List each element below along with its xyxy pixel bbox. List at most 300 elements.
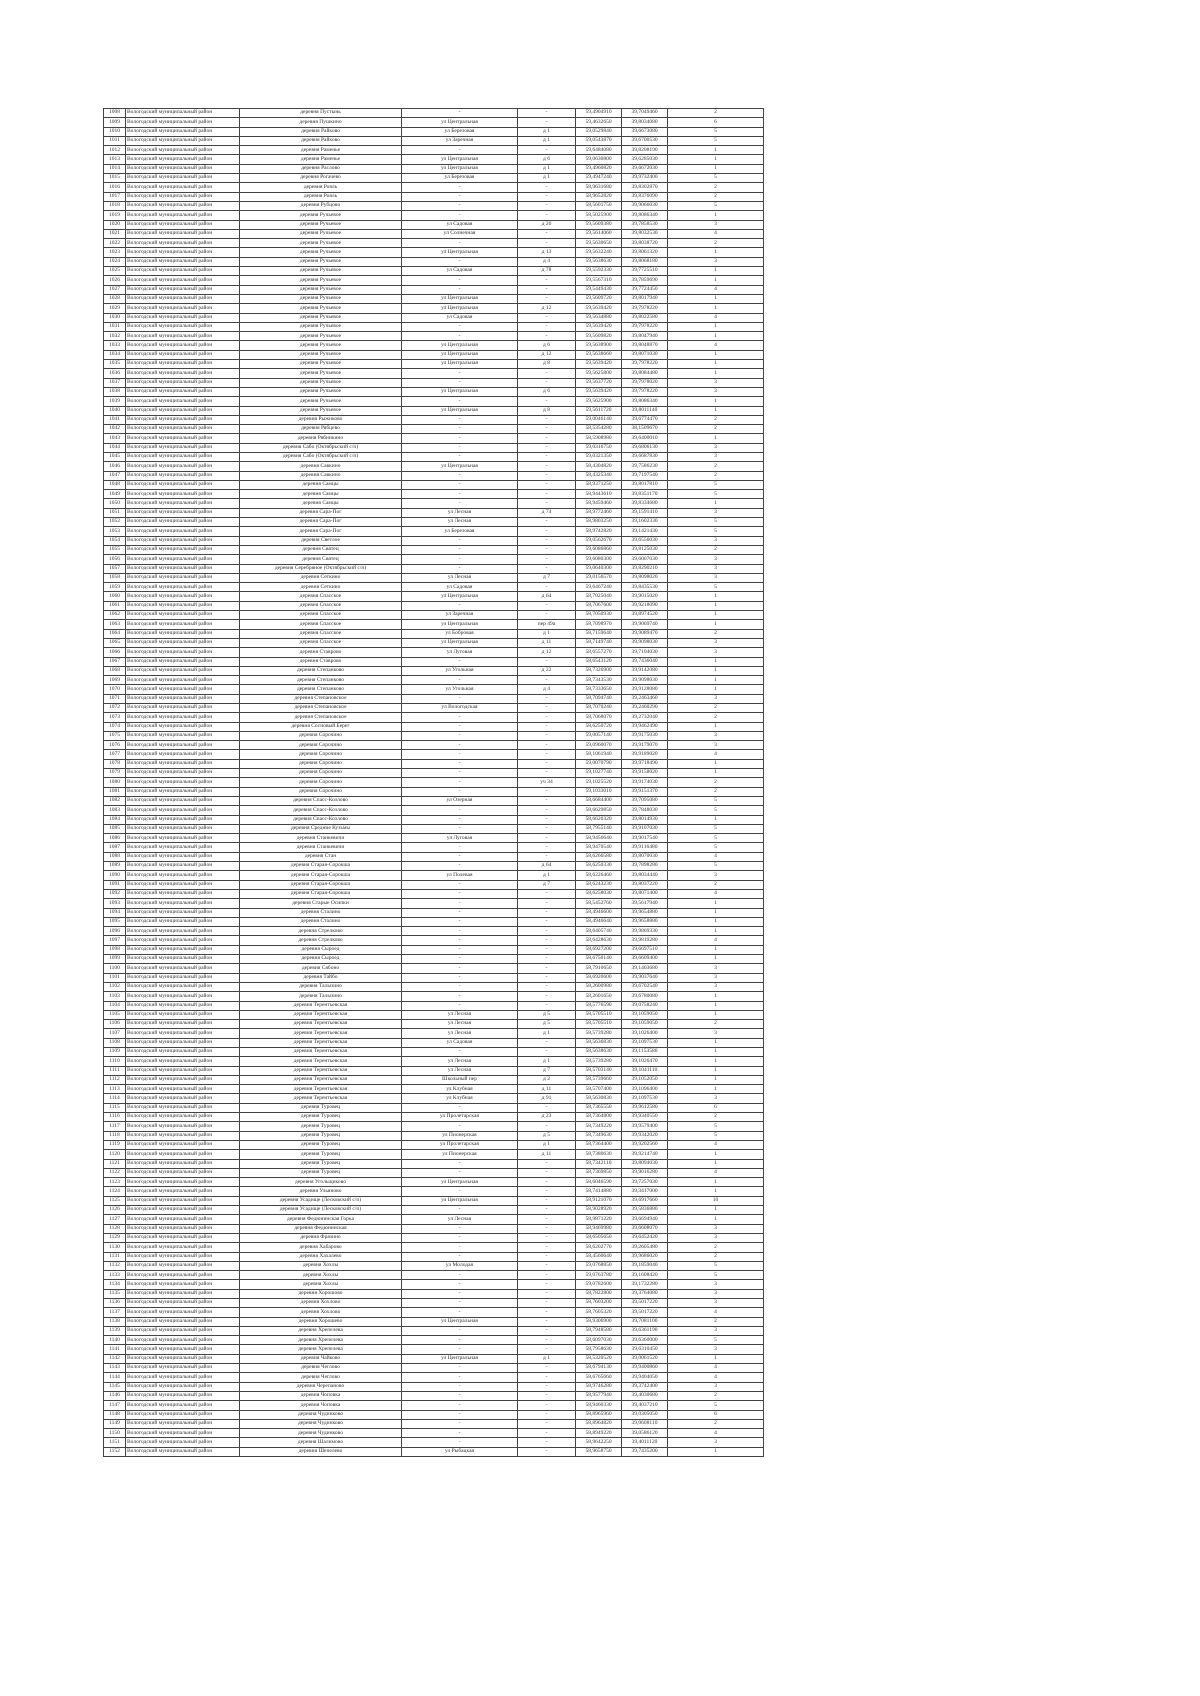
district-cell: Вологодский муниципальный район	[126, 518, 240, 527]
row-number: 1125	[104, 1196, 126, 1205]
count-cell: 3	[668, 1345, 764, 1354]
district-cell: Вологодский муниципальный район	[126, 694, 240, 703]
district-cell: Вологодский муниципальный район	[126, 341, 240, 350]
table-row	[104, 285, 764, 294]
count-cell: 4	[668, 852, 764, 861]
table-row	[104, 1150, 764, 1159]
house-cell: -	[518, 369, 576, 378]
longitude-cell: 39,6285030	[622, 155, 668, 164]
longitude-cell: 39,7436040	[622, 657, 668, 666]
settlement-cell: деревня Серебряное (Октябрьский с/п)	[240, 564, 402, 573]
street-cell: -	[402, 490, 518, 499]
longitude-cell: 39,0586120	[622, 1429, 668, 1438]
settlement-cell: деревня Чудинково	[240, 1429, 402, 1438]
latitude-cell: 58,7068070	[576, 713, 622, 722]
street-cell: ул Лесная	[402, 1010, 518, 1019]
table-row	[104, 741, 764, 750]
count-cell: 1	[668, 722, 764, 731]
longitude-cell: 39,6702540	[622, 982, 668, 991]
house-cell: д 8	[518, 406, 576, 415]
street-cell: ул Лесная	[402, 573, 518, 582]
row-number: 1109	[104, 1047, 126, 1056]
street-cell: ул Садовая	[402, 267, 518, 276]
count-cell: 1	[668, 1215, 764, 1224]
street-cell: -	[402, 1159, 518, 1168]
table-row	[104, 769, 764, 778]
row-number: 1108	[104, 1038, 126, 1047]
table-row	[104, 248, 764, 257]
count-cell: 3	[668, 1029, 764, 1038]
latitude-cell: 59,5609820	[576, 332, 622, 341]
street-cell: ул Лесная	[402, 1020, 518, 1029]
district-cell: Вологодский муниципальный район	[126, 1233, 240, 1242]
latitude-cell: 58,7098970	[576, 620, 622, 629]
count-cell: 5	[668, 1336, 764, 1345]
table-row	[104, 545, 764, 554]
latitude-cell: 58,7050930	[576, 611, 622, 620]
house-cell: -	[518, 1429, 576, 1438]
longitude-cell: 39,8068180	[622, 257, 668, 266]
table-row	[104, 1326, 764, 1335]
street-cell: -	[402, 239, 518, 248]
table-row	[104, 908, 764, 917]
house-cell: -	[518, 945, 576, 954]
house-cell: -	[518, 322, 576, 331]
count-cell: 5	[668, 201, 764, 210]
street-cell: -	[402, 257, 518, 266]
house-cell: -	[518, 750, 576, 759]
count-cell: 1	[668, 1159, 764, 1168]
count-cell: 4	[668, 229, 764, 238]
table-row	[104, 955, 764, 964]
table-row	[104, 508, 764, 517]
house-cell: д 78	[518, 267, 576, 276]
row-number: 1087	[104, 843, 126, 852]
row-number: 1104	[104, 1001, 126, 1010]
row-number: 1055	[104, 545, 126, 554]
table-row	[104, 341, 764, 350]
settlement-cell: деревня Райково	[240, 136, 402, 145]
count-cell: 5	[668, 834, 764, 843]
settlement-cell: деревня Чоповка	[240, 1401, 402, 1410]
settlement-cell: деревня Сосновый Берег	[240, 722, 402, 731]
settlement-cell: деревня Терентьевская	[240, 1029, 402, 1038]
latitude-cell: 58,9460330	[576, 1401, 622, 1410]
house-cell: -	[518, 490, 576, 499]
latitude-cell: 58,7414880	[576, 1187, 622, 1196]
longitude-cell: 39,8094030	[622, 1159, 668, 1168]
count-cell: 4	[668, 1373, 764, 1382]
count-cell: 1	[668, 1057, 764, 1066]
street-cell: -	[402, 601, 518, 610]
latitude-cell: 59,5634880	[576, 313, 622, 322]
row-number: 1136	[104, 1299, 126, 1308]
row-number: 1079	[104, 769, 126, 778]
settlement-cell: деревня Спасс-Козлово	[240, 796, 402, 805]
latitude-cell: 58,5601750	[576, 201, 622, 210]
longitude-cell: 39,4011120	[622, 1438, 668, 1447]
street-cell: ул Центральная	[402, 164, 518, 173]
table-row	[104, 992, 764, 1001]
house-cell: -	[518, 229, 576, 238]
house-cell: -	[518, 1382, 576, 1391]
row-number: 1049	[104, 490, 126, 499]
row-number: 1085	[104, 824, 126, 833]
row-number: 1119	[104, 1140, 126, 1149]
longitude-cell: 39,8061320	[622, 248, 668, 257]
row-number: 1130	[104, 1243, 126, 1252]
district-cell: Вологодский муниципальный район	[126, 415, 240, 424]
row-number: 1082	[104, 796, 126, 805]
settlement-cell: деревня Усадище (Лесковский с/п)	[240, 1206, 402, 1215]
settlement-cell: деревня Хохлы	[240, 1271, 402, 1280]
table-row	[104, 462, 764, 471]
longitude-cell: 39,9342020	[622, 1131, 668, 1140]
longitude-cell: 39,9098030	[622, 638, 668, 647]
settlement-cell: деревня Терентьевская	[240, 1094, 402, 1103]
row-number: 1043	[104, 434, 126, 443]
count-cell: 3	[668, 452, 764, 461]
district-cell: Вологодский муниципальный район	[126, 750, 240, 759]
street-cell: -	[402, 927, 518, 936]
count-cell: 5	[668, 583, 764, 592]
house-cell: -	[518, 1224, 576, 1233]
house-cell: -	[518, 192, 576, 201]
house-cell: д 1	[518, 871, 576, 880]
house-cell: -	[518, 452, 576, 461]
count-cell: 5	[668, 136, 764, 145]
count-cell: 3	[668, 731, 764, 740]
count-cell: 3	[668, 387, 764, 396]
latitude-cell: 58,7603200	[576, 1299, 622, 1308]
latitude-cell: 58,5707400	[576, 1085, 622, 1094]
count-cell: 1	[668, 657, 764, 666]
longitude-cell: 39,6806130	[622, 443, 668, 452]
settlement-cell: деревня Старая-Сорокша	[240, 871, 402, 880]
street-cell: -	[402, 982, 518, 991]
district-cell: Вологодский муниципальный район	[126, 564, 240, 573]
row-number: 1010	[104, 127, 126, 136]
table-row	[104, 443, 764, 452]
settlement-cell: деревня Спасс-Козлово	[240, 815, 402, 824]
street-cell: -	[402, 192, 518, 201]
table-row	[104, 713, 764, 722]
house-cell: уч 34	[518, 778, 576, 787]
table-row	[104, 332, 764, 341]
settlement-cell: деревня Ручьевое	[240, 211, 402, 220]
house-cell: -	[518, 1178, 576, 1187]
district-cell: Вологодский муниципальный район	[126, 731, 240, 740]
district-cell: Вологодский муниципальный район	[126, 611, 240, 620]
table-row	[104, 109, 764, 118]
street-cell: -	[402, 397, 518, 406]
house-cell: д 4	[518, 257, 576, 266]
street-cell: -	[402, 1224, 518, 1233]
street-cell: -	[402, 1047, 518, 1056]
house-cell: -	[518, 806, 576, 815]
count-cell: 1	[668, 769, 764, 778]
longitude-cell: 39,1096400	[622, 1085, 668, 1094]
longitude-cell: 39,8098020	[622, 573, 668, 582]
house-cell: -	[518, 1299, 576, 1308]
district-cell: Вологодский муниципальный район	[126, 741, 240, 750]
street-cell: ул Центральная	[402, 155, 518, 164]
latitude-cell: 59,5639420	[576, 304, 622, 313]
district-cell: Вологодский муниципальный район	[126, 387, 240, 396]
house-cell: д 1	[518, 1354, 576, 1363]
latitude-cell: 58,5630830	[576, 1094, 622, 1103]
row-number: 1114	[104, 1094, 126, 1103]
house-cell: -	[518, 239, 576, 248]
house-cell: д 1	[518, 164, 576, 173]
row-number: 1127	[104, 1215, 126, 1224]
row-number: 1041	[104, 415, 126, 424]
row-number: 1056	[104, 555, 126, 564]
settlement-cell: деревня Раменье	[240, 146, 402, 155]
table-row	[104, 1382, 764, 1391]
count-cell: 2	[668, 880, 764, 889]
district-cell: Вологодский муниципальный район	[126, 443, 240, 452]
table-row	[104, 592, 764, 601]
table-row	[104, 1261, 764, 1270]
street-cell: ул Центральная	[402, 638, 518, 647]
settlement-cell: деревня Самцы	[240, 499, 402, 508]
district-cell: Вологодский муниципальный район	[126, 1010, 240, 1019]
table-row	[104, 583, 764, 592]
settlement-cell: деревня Чайково	[240, 1354, 402, 1363]
longitude-cell: 39,9732400	[622, 174, 668, 183]
count-cell: 1	[668, 267, 764, 276]
row-number: 1018	[104, 201, 126, 210]
house-cell: -	[518, 936, 576, 945]
street-cell: -	[402, 722, 518, 731]
street-cell: -	[402, 201, 518, 210]
latitude-cell: 59,5637720	[576, 378, 622, 387]
count-cell: 1	[668, 815, 764, 824]
street-cell: ул Центральная	[402, 360, 518, 369]
street-cell: ул Пролетарская	[402, 1140, 518, 1149]
house-cell: -	[518, 917, 576, 926]
longitude-cell: 39,1059050	[622, 1020, 668, 1029]
row-number: 1031	[104, 322, 126, 331]
table-row	[104, 704, 764, 713]
house-cell: д 5	[518, 1010, 576, 1019]
street-cell: ул Угольная	[402, 685, 518, 694]
latitude-cell: 58,7605320	[576, 1308, 622, 1317]
street-cell: ул Вологодская	[402, 704, 518, 713]
district-cell: Вологодский муниципальный район	[126, 1047, 240, 1056]
street-cell: ул Садовая	[402, 220, 518, 229]
count-cell: 3	[668, 741, 764, 750]
count-cell: 4	[668, 313, 764, 322]
count-cell: 4	[668, 285, 764, 294]
table-row	[104, 369, 764, 378]
district-cell: Вологодский муниципальный район	[126, 1289, 240, 1298]
settlement-cell: деревня Усадище (Лесковский с/п)	[240, 1196, 402, 1205]
street-cell: -	[402, 1308, 518, 1317]
longitude-cell: 39,9098030	[622, 676, 668, 685]
row-number: 1037	[104, 378, 126, 387]
count-cell: 3	[668, 508, 764, 517]
latitude-cell: 58,7365550	[576, 1103, 622, 1112]
count-cell: 1	[668, 322, 764, 331]
latitude-cell: 58,7822800	[576, 1289, 622, 1298]
table-row	[104, 267, 764, 276]
table-row	[104, 425, 764, 434]
row-number: 1011	[104, 136, 126, 145]
latitude-cell: 58,8964820	[576, 1419, 622, 1428]
longitude-cell: 39,1608420	[622, 1271, 668, 1280]
longitude-cell: 39,1097530	[622, 1038, 668, 1047]
street-cell: ул Пионерская	[402, 1131, 518, 1140]
table-row	[104, 229, 764, 238]
count-cell: 1	[668, 908, 764, 917]
house-cell: -	[518, 499, 576, 508]
row-number: 1013	[104, 155, 126, 164]
longitude-cell: 39,1026400	[622, 1029, 668, 1038]
table-row	[104, 1299, 764, 1308]
table-row	[104, 1336, 764, 1345]
longitude-cell: 39,9174030	[622, 778, 668, 787]
row-number: 1100	[104, 964, 126, 973]
house-cell: -	[518, 815, 576, 824]
table-row	[104, 322, 764, 331]
table-row	[104, 862, 764, 871]
street-cell: ул Луговая	[402, 834, 518, 843]
district-cell: Вологодский муниципальный район	[126, 1131, 240, 1140]
table-row	[104, 434, 764, 443]
data-table	[103, 108, 764, 1457]
district-cell: Вологодский муниципальный район	[126, 648, 240, 657]
street-cell: ул Заречная	[402, 611, 518, 620]
row-number: 1099	[104, 955, 126, 964]
settlement-cell: деревня Сабо (Октябрьский с/п)	[240, 452, 402, 461]
latitude-cell: 59,0768850	[576, 1261, 622, 1270]
count-cell: 1	[668, 685, 764, 694]
count-cell: 1	[668, 955, 764, 964]
district-cell: Вологодский муниципальный район	[126, 462, 240, 471]
table-row	[104, 638, 764, 647]
count-cell: 2	[668, 1243, 764, 1252]
house-cell: -	[518, 1243, 576, 1252]
longitude-cell: 39,8084480	[622, 369, 668, 378]
longitude-cell: 39,7435200	[622, 1447, 668, 1456]
street-cell: -	[402, 1373, 518, 1382]
row-number: 1008	[104, 109, 126, 118]
street-cell: -	[402, 1243, 518, 1252]
row-number: 1042	[104, 425, 126, 434]
latitude-cell: 58,7342110	[576, 1159, 622, 1168]
table-row	[104, 1010, 764, 1019]
settlement-cell: деревня Савкино	[240, 471, 402, 480]
settlement-cell: деревня Шалимово	[240, 1438, 402, 1447]
longitude-cell: 39,1097530	[622, 1094, 668, 1103]
latitude-cell: 58,4946600	[576, 908, 622, 917]
district-cell: Вологодский муниципальный район	[126, 889, 240, 898]
longitude-cell: 39,5836880	[622, 1206, 668, 1215]
district-cell: Вологодский муниципальный район	[126, 1382, 240, 1391]
district-cell: Вологодский муниципальный район	[126, 146, 240, 155]
longitude-cell: 39,8071400	[622, 889, 668, 898]
street-cell: -	[402, 713, 518, 722]
latitude-cell: 58,9658750	[576, 1447, 622, 1456]
house-cell: -	[518, 796, 576, 805]
count-cell: 2	[668, 704, 764, 713]
longitude-cell: 39,6917660	[622, 1196, 668, 1205]
latitude-cell: 58,9456640	[576, 834, 622, 843]
district-cell: Вологодский муниципальный район	[126, 1243, 240, 1252]
street-cell: -	[402, 1271, 518, 1280]
latitude-cell: 58,6202770	[576, 1243, 622, 1252]
settlement-cell: деревня Туровец	[240, 1168, 402, 1177]
street-cell: -	[402, 1168, 518, 1177]
house-cell: -	[518, 583, 576, 592]
longitude-cell: 39,9202560	[622, 1140, 668, 1149]
street-cell: ул Угольная	[402, 666, 518, 675]
house-cell: -	[518, 713, 576, 722]
district-cell: Вологодский муниципальный район	[126, 434, 240, 443]
district-cell: Вологодский муниципальный район	[126, 527, 240, 536]
district-cell: Вологодский муниципальный район	[126, 192, 240, 201]
district-cell: Вологодский муниципальный район	[126, 378, 240, 387]
count-cell: 6	[668, 118, 764, 127]
longitude-cell: 39,7095080	[622, 796, 668, 805]
settlement-cell: деревня Пушкино	[240, 118, 402, 127]
longitude-cell: 39,6556030	[622, 536, 668, 545]
street-cell: ул Рыбацкая	[402, 1447, 518, 1456]
house-cell: д 12	[518, 350, 576, 359]
table-row	[104, 1308, 764, 1317]
settlement-cell: деревня Степановское	[240, 713, 402, 722]
count-cell: 4	[668, 1140, 764, 1149]
row-number: 1059	[104, 583, 126, 592]
latitude-cell: 58,6750140	[576, 955, 622, 964]
district-cell: Вологодский муниципальный район	[126, 713, 240, 722]
count-cell: 4	[668, 1308, 764, 1317]
house-cell: -	[518, 183, 576, 192]
district-cell: Вологодский муниципальный район	[126, 1001, 240, 1010]
row-number: 1113	[104, 1085, 126, 1094]
settlement-cell: деревня Хохлы	[240, 1261, 402, 1270]
row-number: 1039	[104, 397, 126, 406]
settlement-cell: деревня Туровец	[240, 1113, 402, 1122]
settlement-cell: деревня Чоповка	[240, 1391, 402, 1400]
district-cell: Вологодский муниципальный район	[126, 332, 240, 341]
street-cell: -	[402, 1233, 518, 1242]
count-cell: 2	[668, 629, 764, 638]
table-row	[104, 750, 764, 759]
row-number: 1073	[104, 713, 126, 722]
longitude-cell: 39,9462490	[622, 722, 668, 731]
longitude-cell: 39,1421430	[622, 527, 668, 536]
longitude-cell: 39,8011140	[622, 406, 668, 415]
count-cell: 4	[668, 889, 764, 898]
row-number: 1054	[104, 536, 126, 545]
row-number: 1063	[104, 620, 126, 629]
longitude-cell: 39,5017220	[622, 1308, 668, 1317]
settlement-cell: деревня Степанково	[240, 666, 402, 675]
settlement-cell: деревня Сара-Пог	[240, 527, 402, 536]
house-cell: -	[518, 1206, 576, 1215]
longitude-cell: 39,8435530	[622, 583, 668, 592]
house-cell: д 7	[518, 1066, 576, 1075]
settlement-cell: деревня Сара-Пог	[240, 518, 402, 527]
latitude-cell: 58,7910650	[576, 964, 622, 973]
latitude-cell: 58,6557270	[576, 648, 622, 657]
district-cell: Вологодский муниципальный район	[126, 1271, 240, 1280]
district-cell: Вологодский муниципальный район	[126, 1447, 240, 1456]
street-cell: ул Центральная	[402, 248, 518, 257]
